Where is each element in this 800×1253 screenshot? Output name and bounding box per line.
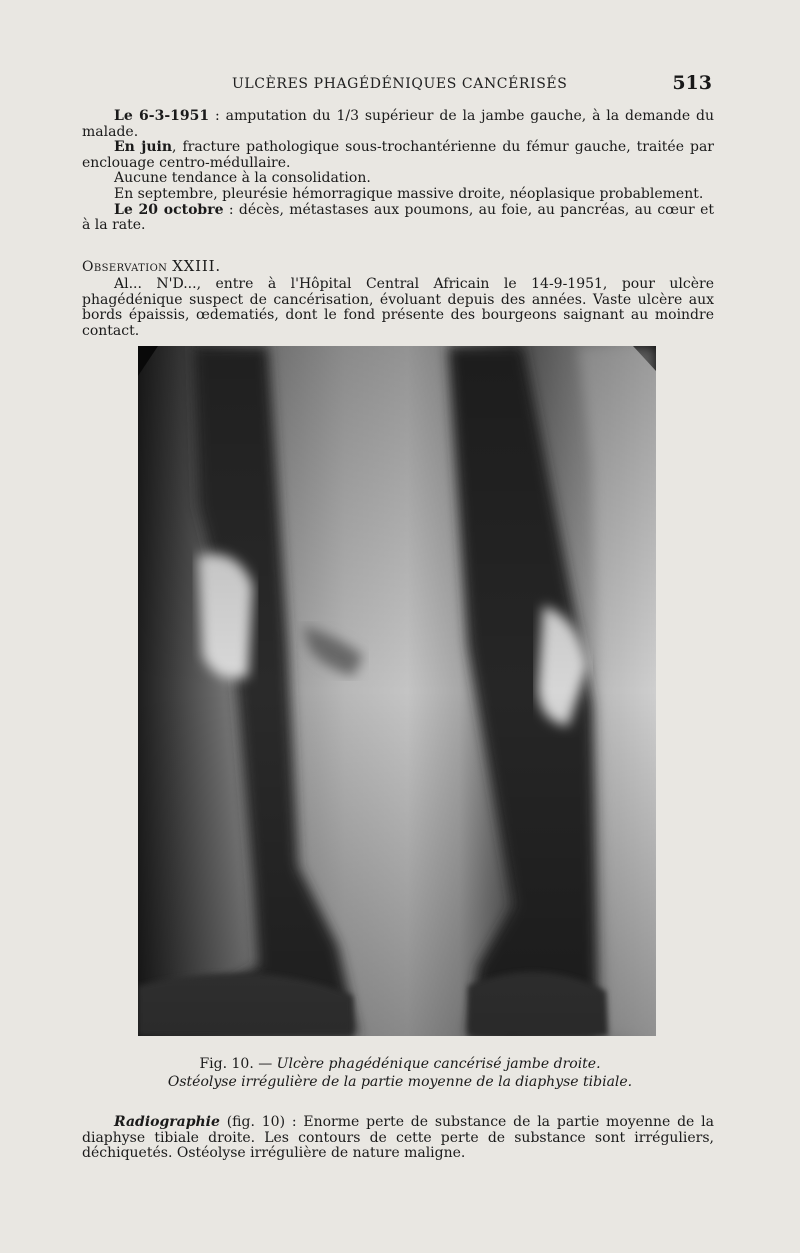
intro-text-1: : amputation du 1/3 supérieur de la jambe gauche, à la demande du malade.: [82, 108, 714, 140]
figure-title: Ulcère phagédénique cancérisé jambe droite.: [276, 1056, 601, 1072]
intro-paragraph-1: [82, 109, 714, 140]
intro-paragraph-2: [82, 140, 714, 171]
figure-label: Fig. 10. —: [199, 1056, 277, 1072]
intro-text-2: , fracture pathologique sous-trochantérienne du fémur gauche, traitée par enclouage centro-médullaire.: [82, 139, 714, 171]
radiographie-paragraph: [82, 1115, 714, 1162]
observation-heading: [82, 257, 221, 275]
intro-lead-2: En juin: [114, 139, 173, 156]
intro-paragraph-5: [82, 203, 714, 234]
xray-vignette: [138, 346, 656, 1036]
figure-caption-line-1: [100, 1055, 700, 1073]
intro-date-1: Le 6-3-1951: [114, 108, 210, 124]
page-header: [0, 74, 800, 98]
intro-paragraph-4: En septembre, pleurésie hémorragique massive droite, néoplasique probablement.: [114, 185, 704, 202]
intro-section: [82, 109, 714, 234]
intro-date-5: Le 20 octobre: [114, 201, 224, 218]
xray-image: [138, 346, 656, 1036]
radiographie-text: (fig. 10) : Enorme perte de substance de la partie moyenne de la diaphyse tibiale droite. Les contours de cette perte de substance sont irréguliers, déchiquetés. Ostéolyse irrégulière de nature maligne.: [82, 1114, 714, 1162]
intro-text-5: : décès, métastases aux poumons, au foie, au pancréas, au cœur et à la rate.: [82, 201, 714, 234]
intro-paragraph-3: Aucune tendance à la consolidation.: [114, 170, 371, 187]
page-number: 513: [672, 72, 712, 94]
observation-section: [82, 277, 714, 339]
radiographie-section: [82, 1115, 714, 1162]
radiographie-label: Radiographie: [114, 1114, 220, 1130]
figure-caption: [100, 1055, 700, 1091]
observation-number: XXIII.: [172, 257, 221, 275]
observation-paragraph: Al... N'D..., entre à l'Hôpital Central Africain le 14-9-1951, pour ulcère phagédénique suspect de cancérisation, évoluant depuis des années. Vaste ulcère aux bords épaissis, œdematiés, dont le fond présente des bourgeons saignant au moindre contact.: [82, 276, 714, 339]
observation-heading-label: Observation: [82, 259, 168, 275]
xray-figure: [138, 346, 656, 1036]
figure-subtitle: Ostéolyse irrégulière de la partie moyenne de la diaphyse tibiale.: [167, 1074, 633, 1090]
running-title: ULCÈRES PHAGÉDÉNIQUES CANCÉRISÉS: [232, 76, 568, 92]
